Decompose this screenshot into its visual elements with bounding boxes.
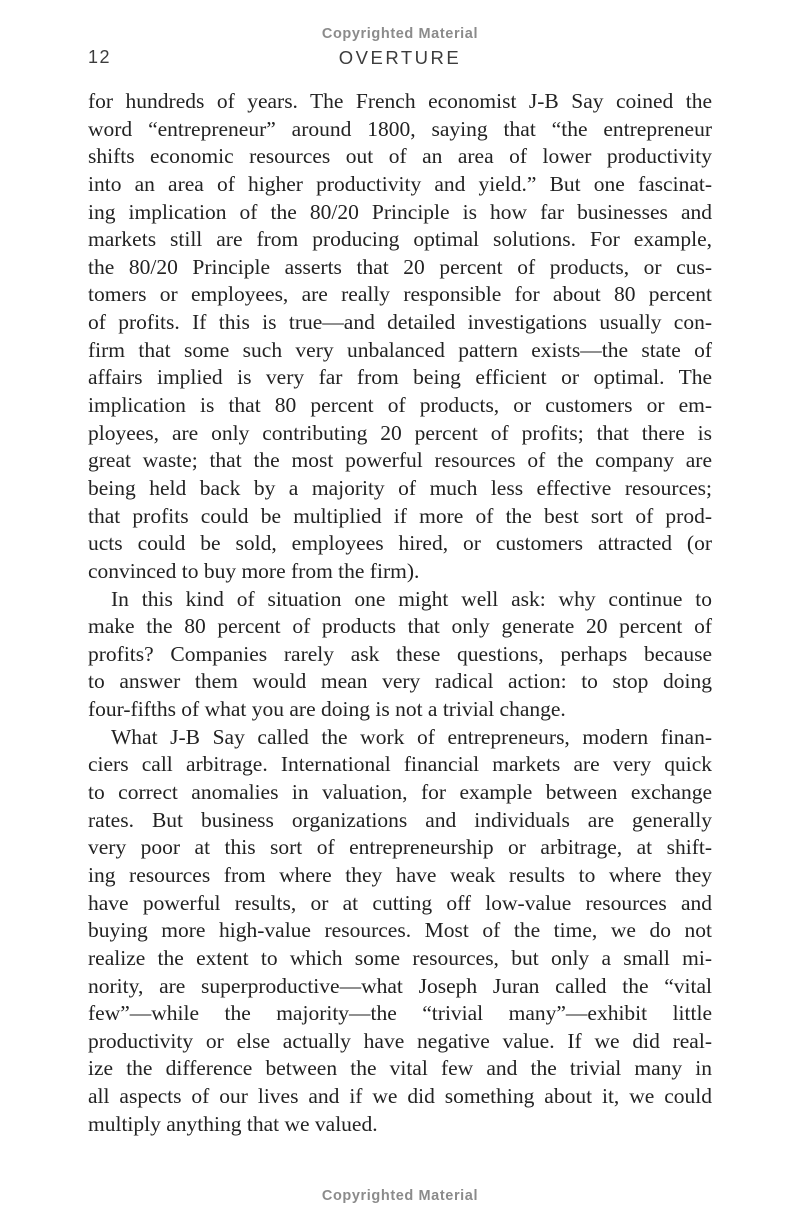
text-line: ucts could be sold, employees hired, or customers attracted (or [88, 531, 712, 556]
text-line: to answer them would mean very radical action: to stop doing [88, 669, 712, 694]
text-line: all aspects of our lives and if we did something about it, we could [88, 1084, 712, 1109]
text-line: of profits. If this is true—and detailed investigations usually con- [88, 310, 712, 335]
text-line: being held back by a majority of much less effective resources; [88, 475, 712, 500]
running-head: OVERTURE [338, 47, 462, 68]
text-line: What J-B Say called the work of entrepreneurs, modern finan- [111, 724, 712, 749]
text-line: nority, are superproductive—what Joseph Juran called the “vital [88, 973, 712, 998]
text-line: into an area of higher productivity and yield.” But one fascinat- [88, 171, 712, 196]
text-line: affairs implied is very far from being efficient or optimal. The [88, 365, 712, 390]
text-line: markets still are from producing optimal solutions. For example, [88, 227, 712, 252]
text-line: very poor at this sort of entrepreneurship or arbitrage, at shift- [88, 835, 712, 860]
text-line: the 80/20 Principle asserts that 20 percent of products, or cus- [88, 254, 712, 279]
text-line: ing implication of the 80/20 Principle is how far businesses and [88, 199, 712, 224]
copyright-notice-bottom: Copyrighted Material [321, 1188, 479, 1204]
text-line: productivity or else actually have negative value. If we did real- [88, 1028, 712, 1053]
text-line: tomers or employees, are really responsible for about 80 percent [88, 282, 712, 307]
text-line: rates. But business organizations and individuals are generally [88, 807, 712, 832]
text-line: that profits could be multiplied if more of the best sort of prod- [88, 503, 712, 528]
text-line: to correct anomalies in valuation, for example between exchange [88, 780, 712, 805]
text-line: ize the difference between the vital few and the trivial many in [88, 1056, 712, 1081]
text-line: four-fifths of what you are doing is not a trivial change. [88, 697, 566, 722]
text-line: have powerful results, or at cutting off low-value resources and [88, 890, 712, 915]
text-line: convinced to buy more from the firm). [88, 558, 420, 583]
text-line: profits? Companies rarely ask these questions, perhaps because [88, 641, 712, 666]
text-line: ciers call arbitrage. International financial markets are very quick [88, 752, 712, 777]
text-line: firm that some such very unbalanced pattern exists—the state of [88, 337, 712, 362]
text-line: ployees, are only contributing 20 percent of profits; that there is [88, 420, 712, 445]
text-line: multiply anything that we valued. [88, 1111, 378, 1136]
text-line: for hundreds of years. The French economist J-B Say coined the [88, 89, 712, 113]
text-line: make the 80 percent of products that only generate 20 percent of [88, 614, 712, 639]
text-line: great waste; that the most powerful resources of the company are [88, 448, 712, 473]
text-line: shifts economic resources out of an area of lower productivity [88, 144, 712, 169]
body-text [88, 88, 712, 1138]
text-line: buying more high-value resources. Most of the time, we do not [88, 918, 712, 943]
text-line: ing resources from where they have weak results to where they [88, 862, 712, 887]
page-number: 12 [88, 47, 112, 67]
copyright-notice-top: Copyrighted Material [321, 26, 479, 42]
text-line: implication is that 80 percent of products, or customers or em- [88, 393, 712, 418]
text-line: few”—while the majority—the “trivial many”—exhibit little [88, 1001, 712, 1026]
text-line: In this kind of situation one might well ask: why continue to [111, 586, 712, 611]
text-line: word “entrepreneur” around 1800, saying that “the entrepreneur [88, 116, 712, 141]
text-line: realize the extent to which some resources, but only a small mi- [88, 945, 712, 970]
